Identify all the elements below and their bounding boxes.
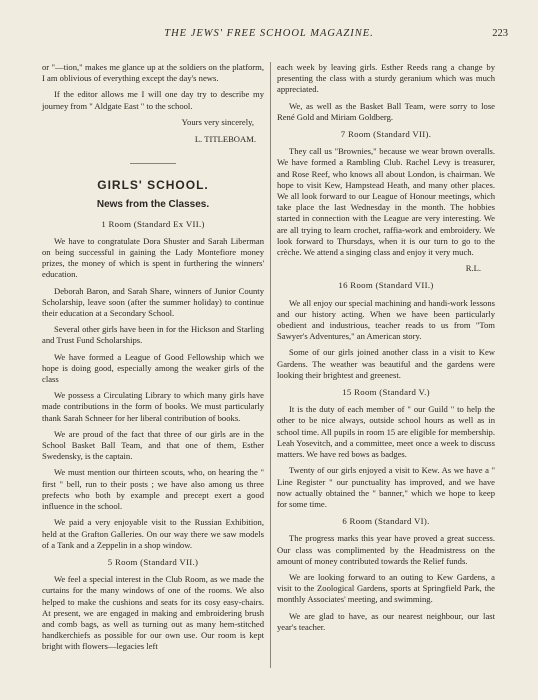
article-paragraph: We possess a Circulating Library to which many girls have made contributions in the form of books. We must particularly thank Sarah Schneer for her liberal contribution of books. [42,390,264,423]
left-column [42,62,264,658]
article-paragraph: We are looking forward to an outing to Kew Gardens, a visit to the Zoological Gardens, sports at Springfield Park, the monthly Associates' meeting, and swimming. [277,571,495,605]
article-paragraph: We must mention our thirteen scouts, who, on hearing the " first " bell, run to their posts ; we have also among us three prefects who both by example and precept exert a good influence in the school. [42,467,264,512]
article-paragraph: Twenty of our girls enjoyed a visit to Kew. As we have a " Line Register " our punctuality has improved, and we have now actually obtained the " banner," which we hope to keep for some time. [277,465,495,509]
letter-signature: L. TITLEBOAM. [194,134,256,145]
section-title: GIRLS' SCHOOL. [97,178,209,193]
magazine-title: THE JEWS' FREE SCHOOL MAGAZINE. [164,28,374,39]
page-header [0,28,538,42]
article-initials: R.L. [465,263,481,274]
room-heading: 15 Room (Standard V.) [342,387,430,398]
article-paragraph: The progress marks this year have proved a great success. Our class was complimented by the Headmistress on the amount of money contributed towards the Relief funds. [277,533,495,566]
column-rule [270,62,271,668]
page-number: 223 [492,28,508,39]
section-divider [130,163,176,164]
letter-paragraph: If the editor allows me I will one day try to describe my journey from " Aldgate East " to the school. [42,89,264,111]
room-heading: 5 Room (Standard VII.) [107,556,199,567]
room-heading: 1 Room (Standard Ex VII.) [101,218,205,229]
room-heading: 7 Room (Standard VII). [340,129,432,140]
article-paragraph: We have formed a League of Good Fellowship which we hope is doing good, especially among the weaker girls of the class [42,351,264,385]
article-paragraph: Deborah Baron, and Sarah Share, winners of Junior County Scholarship, leave soon (after the summer holiday) to continue their education at a Secondary School. [42,285,264,319]
room-heading: 16 Room (Standard VII.) [338,280,434,291]
letter-continuation: or "—tion," makes me glance up at the soldiers on the platform, I am oblivious of everything except the day's news. [42,62,264,84]
article-paragraph: We paid a very enjoyable visit to the Russian Exhibition, held at the Grafton Galleries. On our way there we saw models of a Tank and a Zeppelin in a shop window. [42,517,264,550]
letter-closing: Yours very sincerely, [181,116,254,127]
article-paragraph: It is the duty of each member of " our Guild " to help the other to be nice always, outside school hours as well as in school time. All pupils in room 15 are eligible for membership. Leah Yosevitch, and a committee, meet once a week to discuss matters. We have red bows as badges. [277,404,495,460]
article-paragraph: We feel a special interest in the Club Room, as we made the curtains for the many windows of one of the rooms. We also helped to make the cushions and seats for its cosy easy-chairs. At present, we are engaged in making and embroidering brush and comb bags, as well as turning out as many hem-stitched handkerchiefs as possible for our own use. Our room is kept bright with flowers—legacies left [42,574,264,652]
section-subtitle: News from the Classes. [96,199,210,211]
article-paragraph: Several other girls have been in for the Hickson and Starling and Trust Fund Scholarships. [42,324,264,346]
article-paragraph: We all enjoy our special machining and handi-work lessons and our history acting. When we have been particularly obedient and industrious, teacher reads to us from "Tom Sawyer's Adventures," an American story. [277,297,495,342]
article-paragraph: We, as well as the Basket Ball Team, were sorry to lose René Gold and Miriam Goldberg. [277,100,495,122]
article-paragraph: We are proud of the fact that three of our girls are in the School Basket Ball Team, and that one of them, Esther Swedensky, is the captain. [42,428,264,462]
article-paragraph: We are glad to have, as our nearest neighbour, our last year's teacher. [277,610,495,632]
room-heading: 6 Room (Standard VI). [342,516,430,527]
article-paragraph: We have to congratulate Dora Shuster and Sarah Liberman on being successful in gaining the Lady Montefiore money prizes, the money of which is spent in furthering the winners' education. [42,235,264,280]
article-paragraph: Some of our girls joined another class in a visit to Kew Gardens. The weather was beautiful and the gardens were looking their brightest and greenest. [277,347,495,380]
article-paragraph: They call us "Brownies," because we wear brown overalls. We have formed a Rambling Club. Rachel Levy is treasurer, and Rose Reef, who knows all about London, is chairman. We hope to visit Kew, Hampstead Heath, and many other places. We all look forward to our League of Honour meetings, which take place the last Wednesday in the month. The hobbies started in connection with the League are very interesting. We are all trying to learn crochet, raffia-work and embroidery. We look forward to Thursdays, when it is our turn to go to the crèche. We attend a singing class and enjoy it very much. [277,146,495,258]
article-continuation: each week by leaving girls. Esther Reeds rang a change by presenting the class with a sturdy geranium which was much appreciated. [277,62,495,95]
right-column [277,62,495,638]
